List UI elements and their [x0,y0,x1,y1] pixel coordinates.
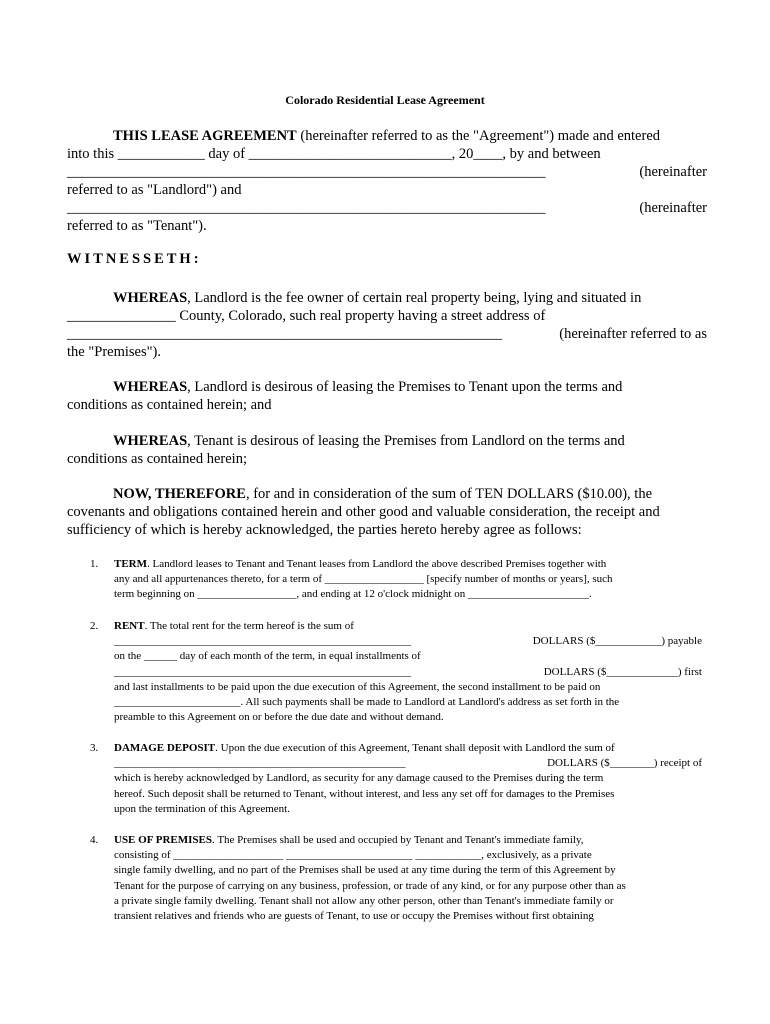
now-line-3: sufficiency of which is hereby acknowledged, the parties hereto hereby agree as follows: [67,522,582,538]
landlord-blank: __________________________________________________________________ [67,164,546,180]
clause-line: any and all appurtenances thereto, for a term of __________________ [specify number of months or years], such [114,573,613,586]
street-address-blank: ____________________________________________________________ [67,326,502,342]
clause-line: which is hereby acknowledged by Landlord, as security for any damage caused to the Premises during the term [114,772,604,785]
whereas-2-bold: WHEREAS [113,379,188,395]
clause-heading: USE OF PREMISES [114,834,213,846]
clause-line: Tenant for the purpose of carrying on any business, profession, or trade of any kind, or for any purpose other than as [114,879,626,892]
clause-line: DOLLARS ($____________) payable [532,635,702,648]
now-line-2: covenants and obligations contained herein and other good and valuable consideration, the receipt and [67,504,660,520]
clause-line: DOLLARS ($________) receipt of [547,757,702,770]
clause-term [90,557,702,603]
clause-line: hereof. Such deposit shall be returned to Tenant, without interest, and less any set off for damages to the Premises [114,787,615,800]
intro-line-4: referred to as "Landlord") and [67,182,242,198]
document-title: Colorado Residential Lease Agreement [285,93,485,107]
clause-number: 3. [90,742,99,754]
whereas-3-bold: WHEREAS [113,433,188,449]
deposit-amount-blank: _____________________________________________________ [114,757,406,770]
clause-line: transient relatives and friends who are guests of Tenant, to use or occupy the Premises without first obtaining [114,910,594,923]
clause-line: . The total rent for the term hereof is the sum of [144,620,354,632]
intro-paragraph [67,127,707,235]
whereas-3-paragraph [67,432,707,468]
intro-line-1: (hereinafter referred to as the "Agreement") made and entered [296,128,660,144]
now-therefore-paragraph [67,485,707,539]
whereas-1-line-4: the "Premises"). [67,344,161,360]
whereas-2-paragraph [67,378,707,414]
clause-damage-deposit [90,741,702,817]
whereas-2-line-2: conditions as contained herein; and [67,397,272,413]
clause-heading: RENT [114,620,145,632]
clause-line: . The Premises shall be used and occupied by Tenant and Tenant's immediate family, [212,834,584,846]
clause-line: on the ______ day of each month of the term, in equal installments of [114,650,421,663]
clause-heading: TERM [114,558,147,570]
clause-line: _______________________. All such payments shall be made to Landlord at Landlord's address as set forth in the [114,696,620,709]
clause-line: term beginning on __________________, and ending at 12 o'clock midnight on ______________________. [114,588,592,601]
whereas-2-line-1: , Landlord is desirous of leasing the Premises to Tenant upon the terms and [187,379,623,395]
clause-line: single family dwelling, and no part of the Premises shall be used at any time during the term of this Agreement by [114,864,616,877]
clause-line: consisting of ____________________ _______________________ ____________, exclusively, as a private [114,849,592,862]
clause-heading: DAMAGE DEPOSIT [114,742,216,754]
clause-line: upon the termination of this Agreement. [114,802,290,815]
whereas-1-line-3b: (hereinafter referred to as [559,326,707,342]
whereas-1-line-1: , Landlord is the fee owner of certain real property being, lying and situated in [187,290,642,306]
rent-amount-blank: ______________________________________________________ [114,635,411,648]
whereas-1-paragraph [67,289,707,361]
whereas-3-line-1: , Tenant is desirous of leasing the Premises from Landlord on the terms and [187,433,625,449]
clause-line: and last installments to be paid upon the due execution of this Agreement, the second installment to be paid on [114,680,601,693]
whereas-3-line-2: conditions as contained herein; [67,451,247,467]
now-line-1: , for and in consideration of the sum of TEN DOLLARS ($10.00), the [245,486,653,502]
clause-use-of-premises [90,833,702,924]
whereas-1-bold: WHEREAS [113,290,188,306]
installment-amount-blank: ______________________________________________________ [114,665,411,678]
clause-line: . Upon the due execution of this Agreement, Tenant shall deposit with Landlord the sum of [215,742,615,754]
clause-line: DOLLARS ($_____________) first [543,665,702,678]
clause-number: 1. [90,558,99,570]
clause-line: a private single family dwelling. Tenant shall not allow any other person, other than Tenant's immediate family or [114,894,614,907]
clause-line: preamble to this Agreement on or before the due date and without demand. [114,711,444,724]
intro-line-3b: (hereinafter [639,164,707,180]
clause-rent [90,619,702,725]
clause-number: 2. [90,620,99,632]
now-therefore-bold: NOW, THEREFORE [113,486,246,502]
intro-line-5b: (hereinafter [639,200,707,216]
tenant-blank: __________________________________________________________________ [67,200,546,216]
clause-line: . Landlord leases to Tenant and Tenant leases from Landlord the above described Premises together with [147,558,607,570]
intro-line-6: referred to as "Tenant"). [67,218,207,234]
clause-number: 4. [90,834,99,846]
intro-bold: THIS LEASE AGREEMENT [113,128,297,144]
witnesseth-heading: WITNESSETH: [67,251,202,267]
whereas-1-line-2: _______________ County, Colorado, such real property having a street address of [67,308,546,324]
intro-line-2: into this ____________ day of ____________________________, 20____, by and between [67,146,601,162]
